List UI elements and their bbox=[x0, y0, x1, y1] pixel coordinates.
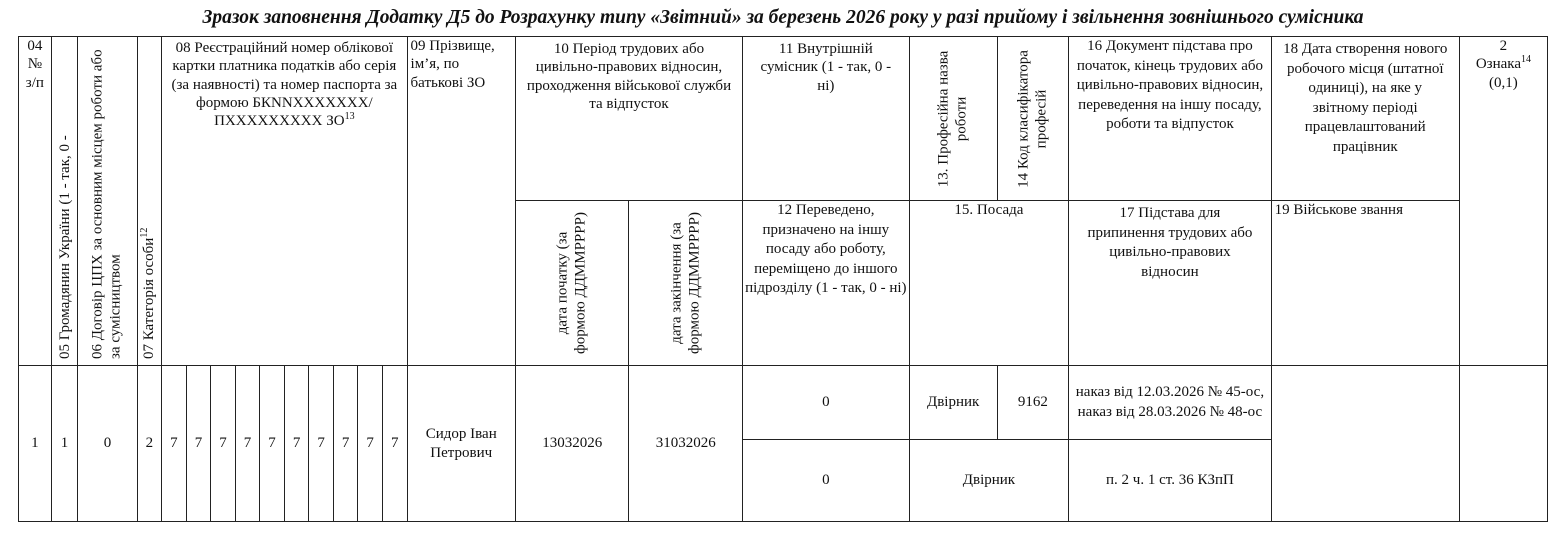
cell-08-digit: 7 bbox=[162, 366, 187, 522]
cell-14-prof-code: 9162 bbox=[997, 366, 1069, 440]
cell-08-digit: 7 bbox=[382, 366, 407, 522]
cell-09-name: Сидор Іван Петрович bbox=[407, 366, 515, 522]
cell-04: 1 bbox=[19, 366, 52, 522]
document-title: Зразок заповнення Додатку Д5 до Розрахунку типу «Звітний» за березень 2026 року у разі прийому і звільнення зовнішнього сумісника bbox=[202, 7, 1364, 28]
cell-08-digit: 7 bbox=[235, 366, 260, 522]
header-col-18: 18 Дата створення нового робочого місця (штатної одиниці), на яке у звітному періоді працевлаштований працівник bbox=[1271, 37, 1459, 201]
cell-08-digit: 7 bbox=[284, 366, 309, 522]
header-col-10-end: дата закінчення (за формою ДДММРРРР) bbox=[629, 201, 743, 366]
header-col-07: 07 Категорія особи$^{12}$ bbox=[137, 37, 162, 366]
header-col-20: 2 Ознака$^{14}$ (0,1) bbox=[1459, 37, 1547, 366]
cell-17-termination-basis: п. 2 ч. 1 ст. 36 КЗпП bbox=[1069, 440, 1271, 522]
header-col-13: 13. Професійна назва роботи bbox=[909, 37, 997, 201]
header-col-12: 12 Переведено, призначено на іншу посаду або роботу, переміщено до іншого підрозділу (1 - так, 0 - ні) bbox=[742, 201, 909, 366]
header-col-04: 04 № з/п bbox=[19, 37, 52, 366]
cell-07: 2 bbox=[137, 366, 162, 522]
cell-20-empty bbox=[1459, 366, 1547, 522]
cell-08-digit: 7 bbox=[260, 366, 285, 522]
cell-16-document: наказ від 12.03.2026 № 45-ос, наказ від 28.03.2026 № 48-ос bbox=[1069, 366, 1271, 440]
cell-12-sub2: 0 bbox=[742, 440, 909, 522]
header-col-11: 11 Внутрішній сумісник (1 - так, 0 - ні) bbox=[742, 37, 909, 201]
cell-08-digit: 7 bbox=[309, 366, 334, 522]
header-col-14: 14 Код класифікатора професій bbox=[997, 37, 1069, 201]
cell-08-digit: 7 bbox=[186, 366, 211, 522]
cell-15-position: Двірник bbox=[909, 440, 1069, 522]
cell-10-end-date: 31032026 bbox=[629, 366, 743, 522]
header-col-17: 17 Підстава для припинення трудових або цивільно-правових відносин bbox=[1069, 201, 1271, 366]
header-col-08: 08 Реєстраційний номер облікової картки платника податків або серія (за наявності) та номер паспорта за формою БКNNXXXXXXX/ПXXXXXXXXX ЗО$^{13}$ bbox=[162, 37, 407, 366]
header-col-10: 10 Період трудових або цивільно-правових відносин, проходження військової служби та відпусток bbox=[515, 37, 742, 201]
cell-08-digit: 7 bbox=[358, 366, 383, 522]
header-col-05: 05 Громадянин України (1 - так, 0 - bbox=[51, 37, 78, 366]
header-col-09: 09 Прізвище, ім’я, по батькові ЗО bbox=[407, 37, 515, 366]
cell-13-prof-name: Двірник bbox=[909, 366, 997, 440]
cell-06: 0 bbox=[78, 366, 137, 522]
appendix-d5-table bbox=[18, 36, 1548, 522]
header-col-19: 19 Військове звання bbox=[1271, 201, 1459, 366]
header-col-15: 15. Посада bbox=[909, 201, 1069, 366]
header-col-10-start: дата початку (за формою ДДММРРРР) bbox=[515, 201, 629, 366]
cell-10-start-date: 13032026 bbox=[515, 366, 629, 522]
cell-08-digit: 7 bbox=[211, 366, 236, 522]
cell-05: 1 bbox=[51, 366, 78, 522]
cell-08-digit: 7 bbox=[333, 366, 358, 522]
cell-18-19-empty bbox=[1271, 366, 1459, 522]
header-col-06: 06 Договір ЦПХ за основним місцем роботи або за сумісництвом bbox=[78, 37, 137, 366]
header-col-16: 16 Документ підстава про початок, кінець трудових або цивільно-правових відносин, переведення на іншу посаду, роботи та відпусток bbox=[1069, 37, 1271, 201]
cell-12-sub1: 0 bbox=[742, 366, 909, 440]
